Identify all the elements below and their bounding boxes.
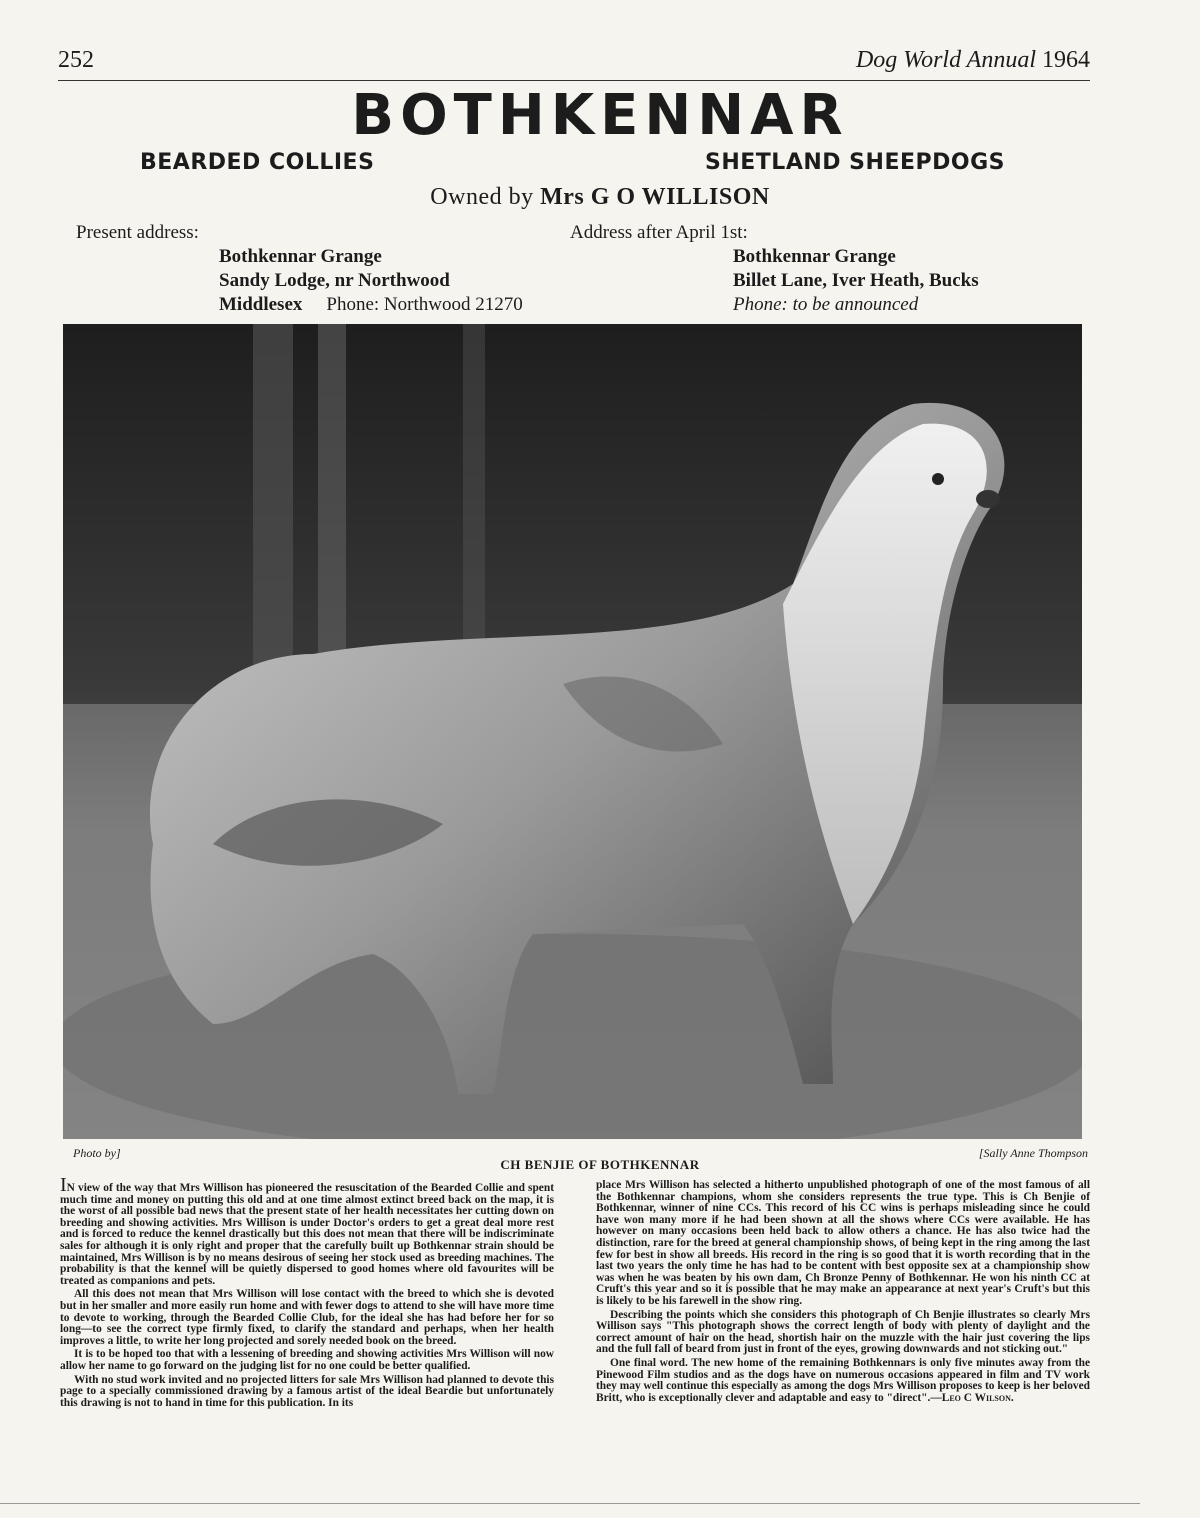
owned-by-label: Owned by bbox=[430, 184, 534, 210]
present-phone: Phone: Northwood 21270 bbox=[326, 294, 523, 315]
present-address-label: Present address: bbox=[76, 222, 199, 243]
article-paragraph: All this does not mean that Mrs Willison will lose contact with the breed to which she is devoted but in her smaller and more easily run home and with fewer dogs to attend to she will have more time to devote to working, through the Bearded Collie Club, for the ideal she has had before her for so long—to see the correct type firmly fixed, to clarify the standard and perhaps, when her health improves a little, to write her long projected and sorely needed book on the breed. bbox=[60, 1288, 554, 1347]
present-address-line3: Middlesex bbox=[219, 294, 303, 315]
dog-photograph bbox=[63, 324, 1082, 1139]
future-address-line1: Bothkennar Grange bbox=[733, 246, 896, 267]
author-signature: Leo C Wilson. bbox=[941, 1391, 1014, 1404]
future-address-line2: Billet Lane, Iver Heath, Bucks bbox=[733, 270, 979, 291]
future-phone: Phone: to be announced bbox=[733, 294, 919, 315]
breed-bearded-collies: BEARDED COLLIES bbox=[140, 150, 375, 175]
photo-credit-label: Photo by] bbox=[73, 1146, 121, 1160]
present-address-line1: Bothkennar Grange bbox=[219, 246, 382, 267]
page-number: 252 bbox=[58, 47, 94, 73]
article-paragraph: One final word. The new home of the remaining Bothkennars is only five minutes away from the Pinewood Film studios and as the dogs have on numerous occasions appeared in film and TV work they may well continue this especially as among the dogs Mrs Willison proposes to keep is her beloved Britt, who is exceptionally clever and adaptable and easy to "direct".—Leo C Wilson. bbox=[596, 1356, 1090, 1404]
present-address-line3-row bbox=[219, 293, 523, 317]
article-paragraph: With no stud work invited and no projected litters for sale Mrs Willison had planned to devote this page to a specially commissioned drawing by a famous artist of the ideal Beardie but unfortunately this drawing is not to hand in time for this publication. In its bbox=[60, 1373, 554, 1409]
present-address bbox=[219, 245, 523, 317]
future-address-label: Address after April 1st: bbox=[570, 222, 748, 243]
present-address-line2: Sandy Lodge, nr Northwood bbox=[219, 270, 450, 291]
publication-year: 1964 bbox=[1042, 47, 1090, 73]
article-paragraph: IN view of the way that Mrs Willison has pioneered the resuscitation of the Bearded Collie and spent much time and money on putting this old and at one time almost extinct breed back on the map, it is the worst of all possible bad news that the present state of her health necessitates her cutting down on breeding and showing activities. Mrs Willison is under Doctor's orders to get a great deal more rest and is forced to reduce the kennel drastically but this does not mean that there will be indiscriminate sales for although it is only right and proper that the carefully built up Bothkennar strain should be maintained, Mrs Willison is by no means desirous of seeing her stock used as breeding machines. The probability is that the kennel will be quietly dispersed to good homes where old favourites will be treated as companions and pets. bbox=[60, 1174, 554, 1287]
running-head bbox=[856, 47, 1090, 74]
header-rule bbox=[58, 80, 1090, 81]
drop-cap: I bbox=[60, 1174, 67, 1196]
article-paragraph: place Mrs Willison has selected a hitherto unpublished photograph of one of the most famous of all the Bothkennar champions, whom she considers represents the true type. This is Ch Benjie of Bothkennar, winner of nine CCs. This record of his CC wins is perhaps misleading since he could have won many more if he had been shown at all the shows where CCs were available. He has however on many occasions been held back to allow others a chance. He has also twice had the distinction, rare for the breed at general championship shows, of being kept in the ring among the last few for best in show all breeds. His record in the ring is so good that it is worth recording that in the last two years the only time he has had to be content with best opposite sex at a championship show was when he was beaten by his own dam, Ch Bronze Penny of Bothkennar. He won his ninth CC at Cruft's this year and so it is possible that he may make an appearance at next year's Cruft's but this is likely to be his farewell in the show ring. bbox=[596, 1179, 1090, 1307]
owner-line bbox=[0, 184, 1200, 211]
photo-caption: CH BENJIE OF BOTHKENNAR bbox=[500, 1157, 700, 1172]
owner-name: Mrs G O WILLISON bbox=[540, 184, 770, 210]
article-paragraph: It is to be hoped too that with a lessening of breeding and showing activities Mrs Willison will now allow her name to go forward on the judging list for no one could be better qualified. bbox=[60, 1348, 554, 1372]
bottom-edge-rule bbox=[0, 1503, 1140, 1504]
article-column-right bbox=[596, 1180, 1090, 1406]
article-column-left bbox=[60, 1174, 554, 1411]
photographer-name: [Sally Anne Thompson bbox=[978, 1146, 1088, 1160]
article-paragraph: Describing the points which she considers this photograph of Ch Benjie illustrates so clearly Mrs Willison says "This photograph shows the correct length of body with plenty of daylight and the correct amount of hair on the head, shortish hair on the muzzle with the hair just covering the lips and the full fall of beard from just in front of the eyes, growing downwards and not sticking out." bbox=[596, 1308, 1090, 1356]
publication-title: Dog World Annual bbox=[855, 47, 1036, 73]
kennel-name: BOTHKENNAR bbox=[351, 83, 849, 148]
future-address bbox=[733, 245, 979, 317]
breed-shetland-sheepdogs: SHETLAND SHEEPDOGS bbox=[705, 150, 1005, 175]
